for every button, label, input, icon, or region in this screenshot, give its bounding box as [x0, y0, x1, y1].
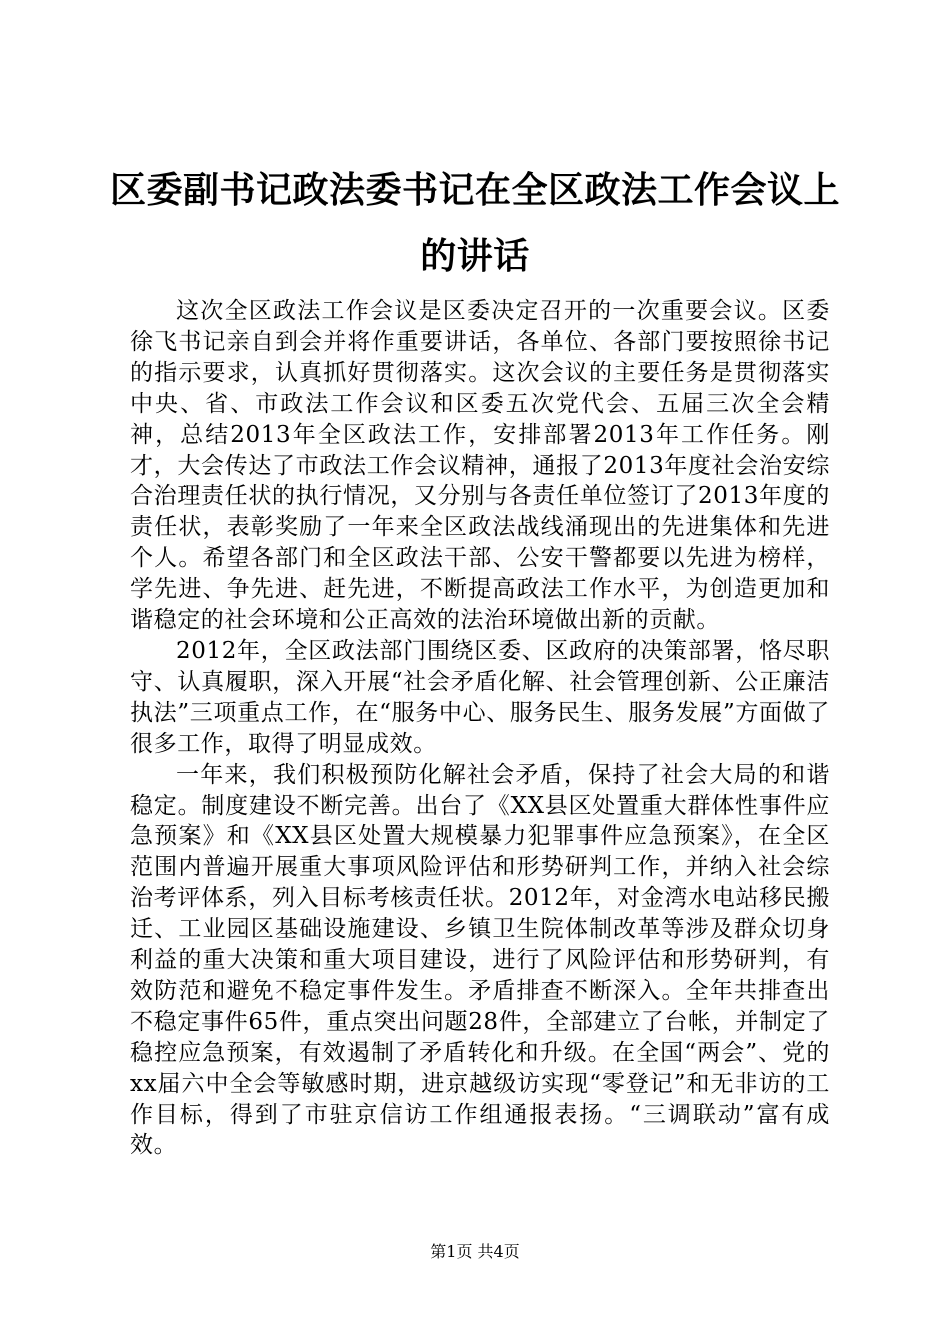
document-title: [100, 158, 850, 290]
paragraph-2: 2012年，全区政法部门围绕区委、区政府的决策部署，恪尽职守、认真履职，深入开展“社会矛盾化解、社会管理创新、公正廉洁执法”三项重点工作，在“服务中心、服务民生、服务发展”方面做了很多工作，取得了明显成效。: [130, 637, 830, 757]
page-number-label: 第1页 共4页: [430, 1242, 520, 1261]
paragraph-1: 这次全区政法工作会议是区委决定召开的一次重要会议。区委徐飞书记亲自到会并将作重要讲话，各单位、各部门要按照徐书记的指示要求，认真抓好贯彻落实。这次会议的主要任务是贯彻落实中央、省、市政法工作会议和区委五次党代会、五届三次全会精神，总结2013年全区政法工作，安排部署2013年工作任务。刚才，大会传达了市政法工作会议精神，通报了2013年度社会治安综合治理责任状的执行情况，又分别与各责任单位签订了2013年度的责任状，表彰奖励了一年来全区政法战线涌现出的先进集体和先进个人。希望各部门和全区政法干部、公安干警都要以先进为榜样，学先进、争先进、赶先进，不断提高政法工作水平，为创造更加和谐稳定的社会环境和公正高效的法治环境做出新的贡献。: [130, 298, 830, 634]
document-body: [130, 296, 830, 1161]
page-footer: [0, 1242, 950, 1262]
title-line-2: 的讲话: [420, 236, 530, 277]
paragraph-3: 一年来，我们积极预防化解社会矛盾，保持了社会大局的和谐稳定。制度建设不断完善。出台了《XX县区处置重大群体性事件应急预案》和《XX县区处置大规模暴力犯罪事件应急预案》，在全区范围内普遍开展重大事项风险评估和形势研判工作，并纳入社会综治考评体系，列入目标考核责任状。2012年，对金湾水电站移民搬迁、工业园区基础设施建设、乡镇卫生院体制改革等涉及群众切身利益的重大决策和重大项目建设，进行了风险评估和形势研判，有效防范和避免不稳定事件发生。矛盾排查不断深入。全年共排查出不稳定事件65件，重点突出问题28件，全部建立了台帐，并制定了稳控应急预案，有效遏制了矛盾转化和升级。在全国“两会”、党的xx届六中全会等敏感时期，进京越级访实现“零登记”和无非访的工作目标，得到了市驻京信访工作组通报表扬。“三调联动”富有成效。: [130, 761, 830, 1159]
title-line-1: 区委副书记政法委书记在全区政法工作会议上: [109, 170, 840, 211]
